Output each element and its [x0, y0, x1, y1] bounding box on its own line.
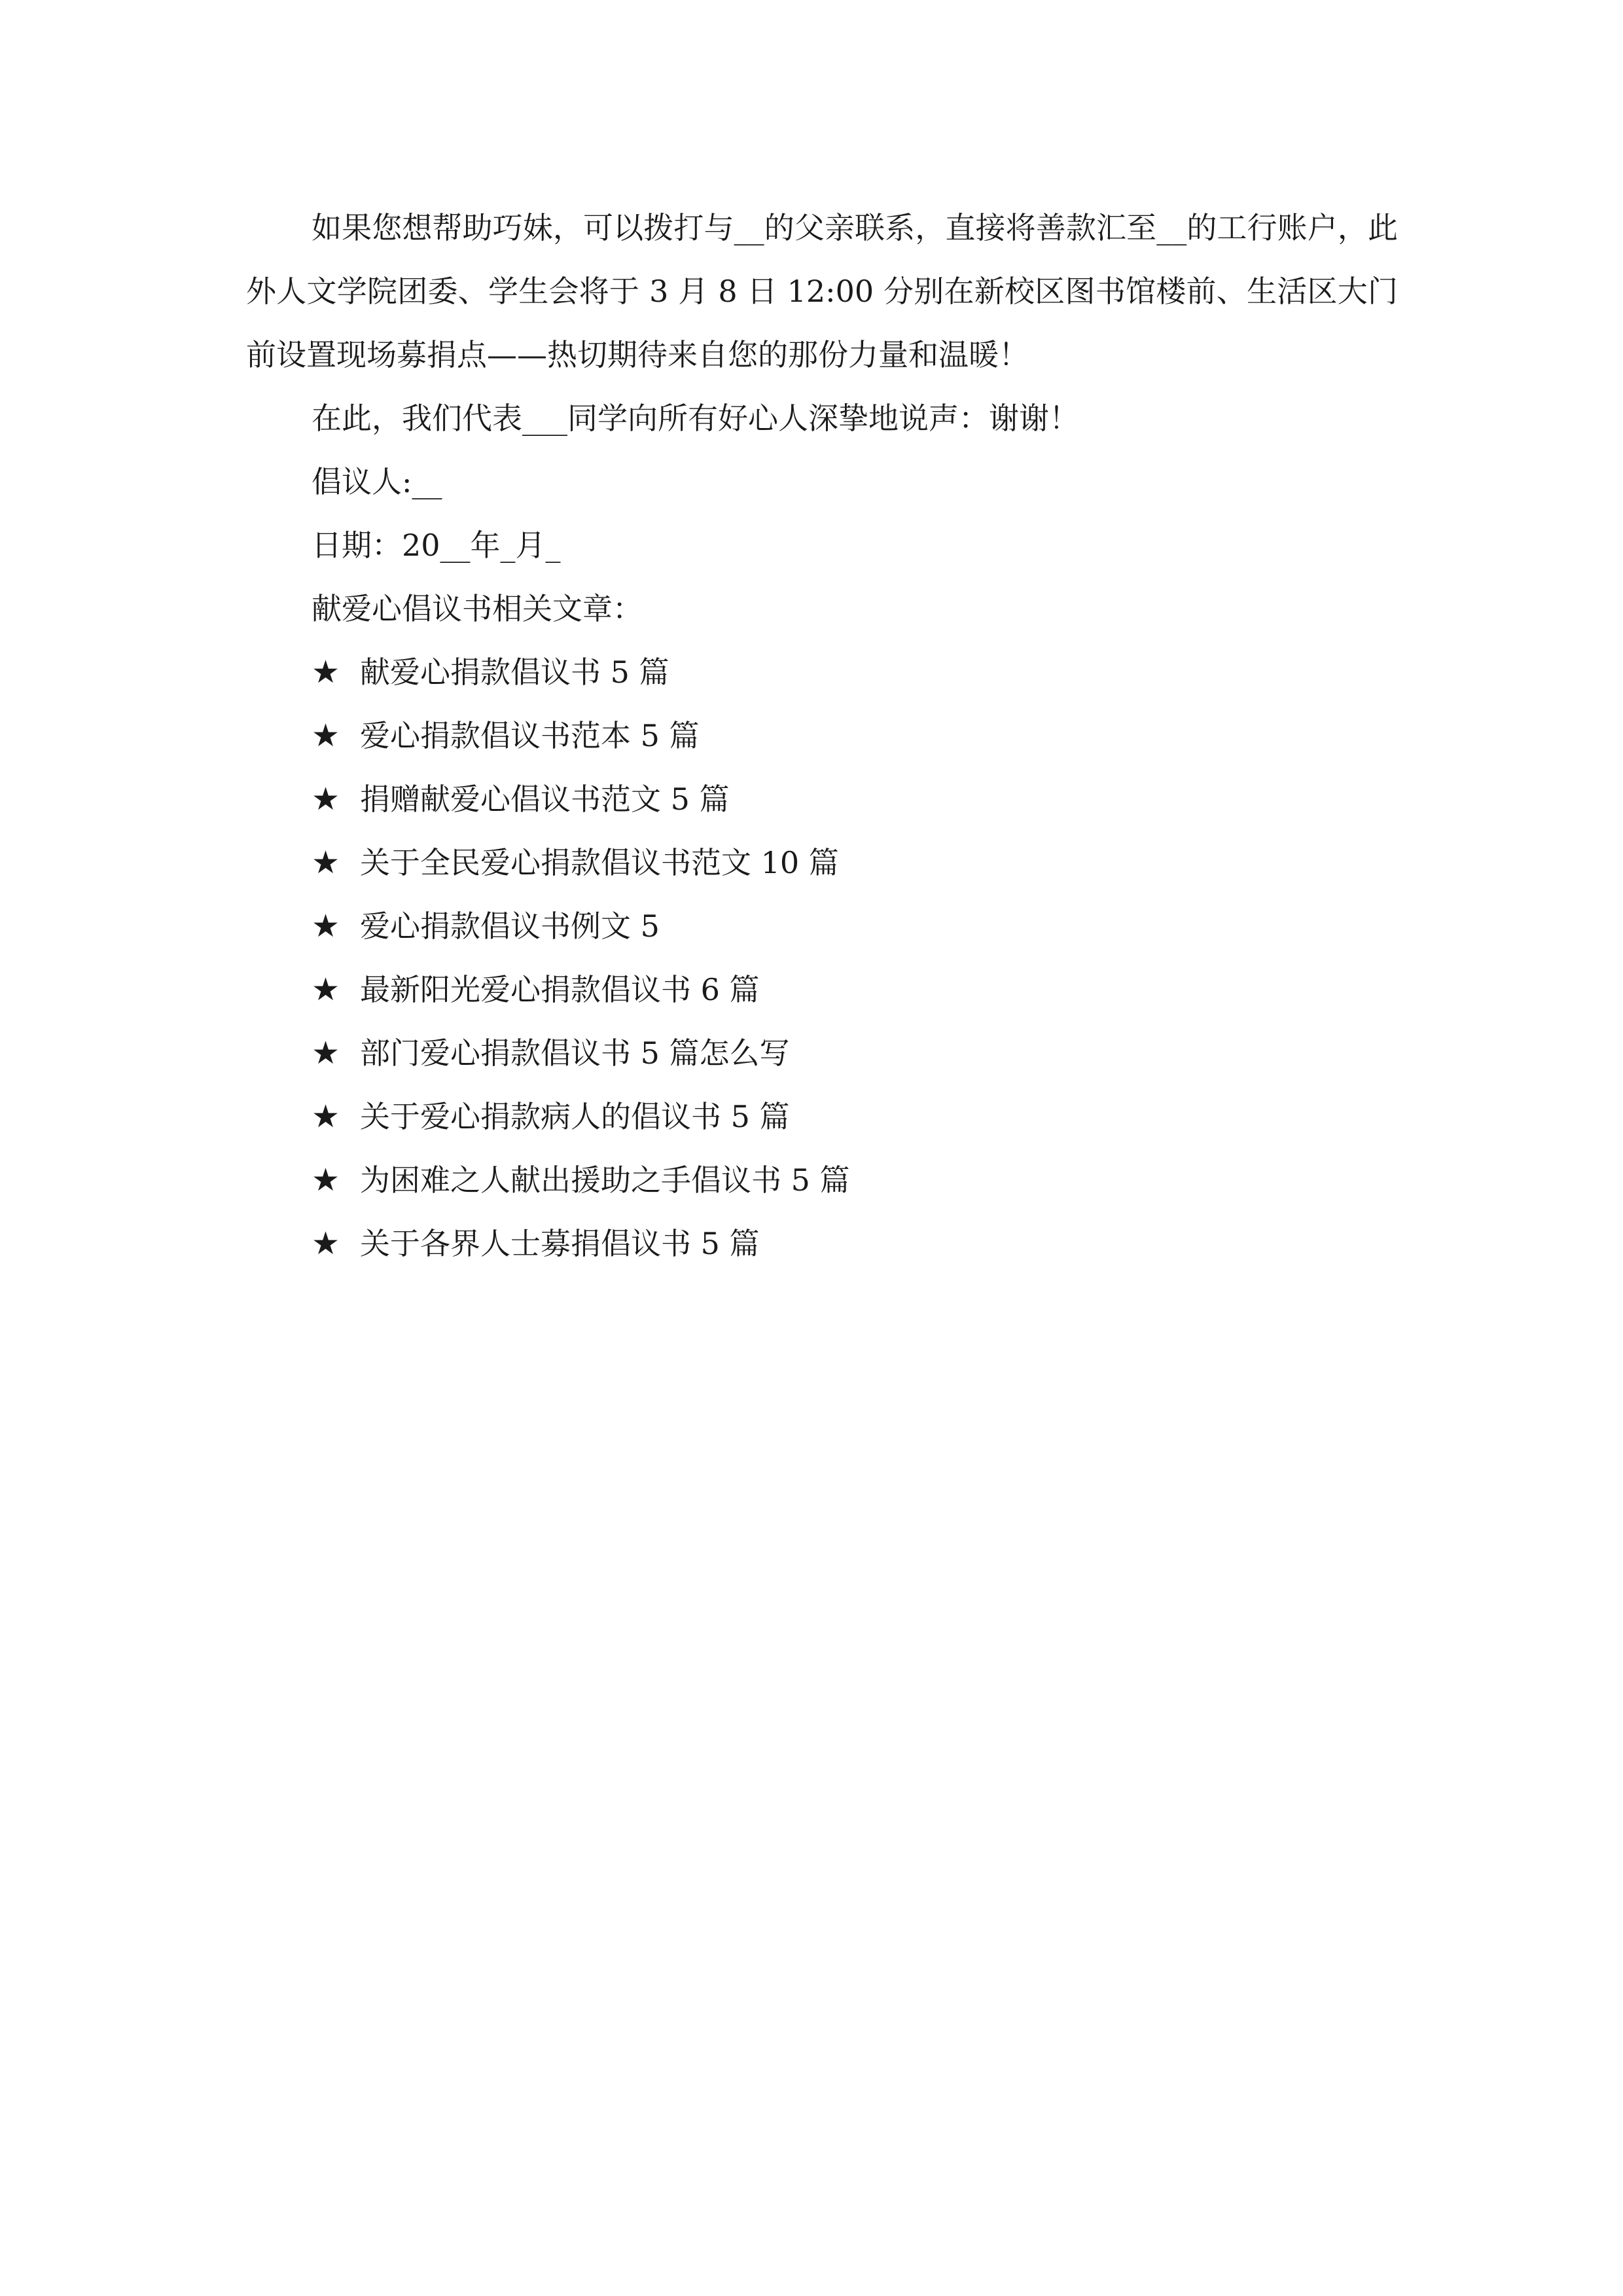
star-icon: ★ — [312, 908, 340, 944]
related-article-link[interactable]: 关于全民爱心捐款倡议书范文 10 篇 — [360, 845, 839, 880]
related-article-link[interactable]: 爱心捐款倡议书例文 5 — [360, 908, 660, 944]
list-item[interactable] — [246, 704, 1398, 768]
list-item[interactable] — [246, 1149, 1398, 1212]
star-icon: ★ — [312, 844, 340, 881]
star-icon: ★ — [312, 1162, 340, 1198]
related-article-link[interactable]: 为困难之人献出援助之手倡议书 5 篇 — [360, 1162, 850, 1198]
list-item[interactable] — [246, 1212, 1398, 1276]
related-article-link[interactable]: 最新阳光爱心捐款倡议书 6 篇 — [360, 972, 760, 1007]
list-item[interactable] — [246, 831, 1398, 895]
related-articles-heading: 献爱心倡议书相关文章： — [312, 591, 643, 626]
star-icon: ★ — [312, 654, 340, 691]
star-icon: ★ — [312, 717, 340, 754]
star-icon: ★ — [312, 971, 340, 1008]
related-article-link[interactable]: 捐赠献爱心倡议书范文 5 篇 — [360, 781, 730, 817]
list-item[interactable] — [246, 1022, 1398, 1085]
related-article-link[interactable]: 献爱心捐款倡议书 5 篇 — [360, 655, 669, 690]
list-item[interactable] — [246, 958, 1398, 1022]
related-article-link[interactable]: 关于爱心捐款病人的倡议书 5 篇 — [360, 1099, 790, 1134]
related-article-link[interactable]: 爱心捐款倡议书范本 5 篇 — [360, 718, 700, 753]
star-icon: ★ — [312, 1098, 340, 1135]
document-body — [246, 196, 1398, 1276]
related-articles-list — [246, 641, 1398, 1276]
date-line: 日期：20__年_月_ — [312, 528, 561, 563]
initiator-line: 倡议人:__ — [312, 464, 442, 499]
related-article-link[interactable]: 关于各界人士募捐倡议书 5 篇 — [360, 1226, 760, 1261]
related-article-link[interactable]: 部门爱心捐款倡议书 5 篇怎么写 — [360, 1035, 790, 1071]
list-item[interactable] — [246, 768, 1398, 831]
star-icon: ★ — [312, 781, 340, 817]
star-icon: ★ — [312, 1035, 340, 1071]
list-item[interactable] — [246, 895, 1398, 958]
list-item[interactable] — [246, 1085, 1398, 1149]
star-icon: ★ — [312, 1225, 340, 1262]
donation-info-paragraph: 如果您想帮助巧妹，可以拨打与__的父亲联系，直接将善款汇至__的工行账户，此外人文学院团委、学生会将于 3 月 8 日 12:00 分别在新校区图书馆楼前、生活区大门前设置现场募捐点——热切期待来自您的那份力量和温暖！ — [246, 210, 1398, 372]
list-item[interactable] — [246, 641, 1398, 704]
thanks-paragraph: 在此，我们代表___同学向所有好心人深挚地说声：谢谢！ — [312, 401, 1079, 436]
